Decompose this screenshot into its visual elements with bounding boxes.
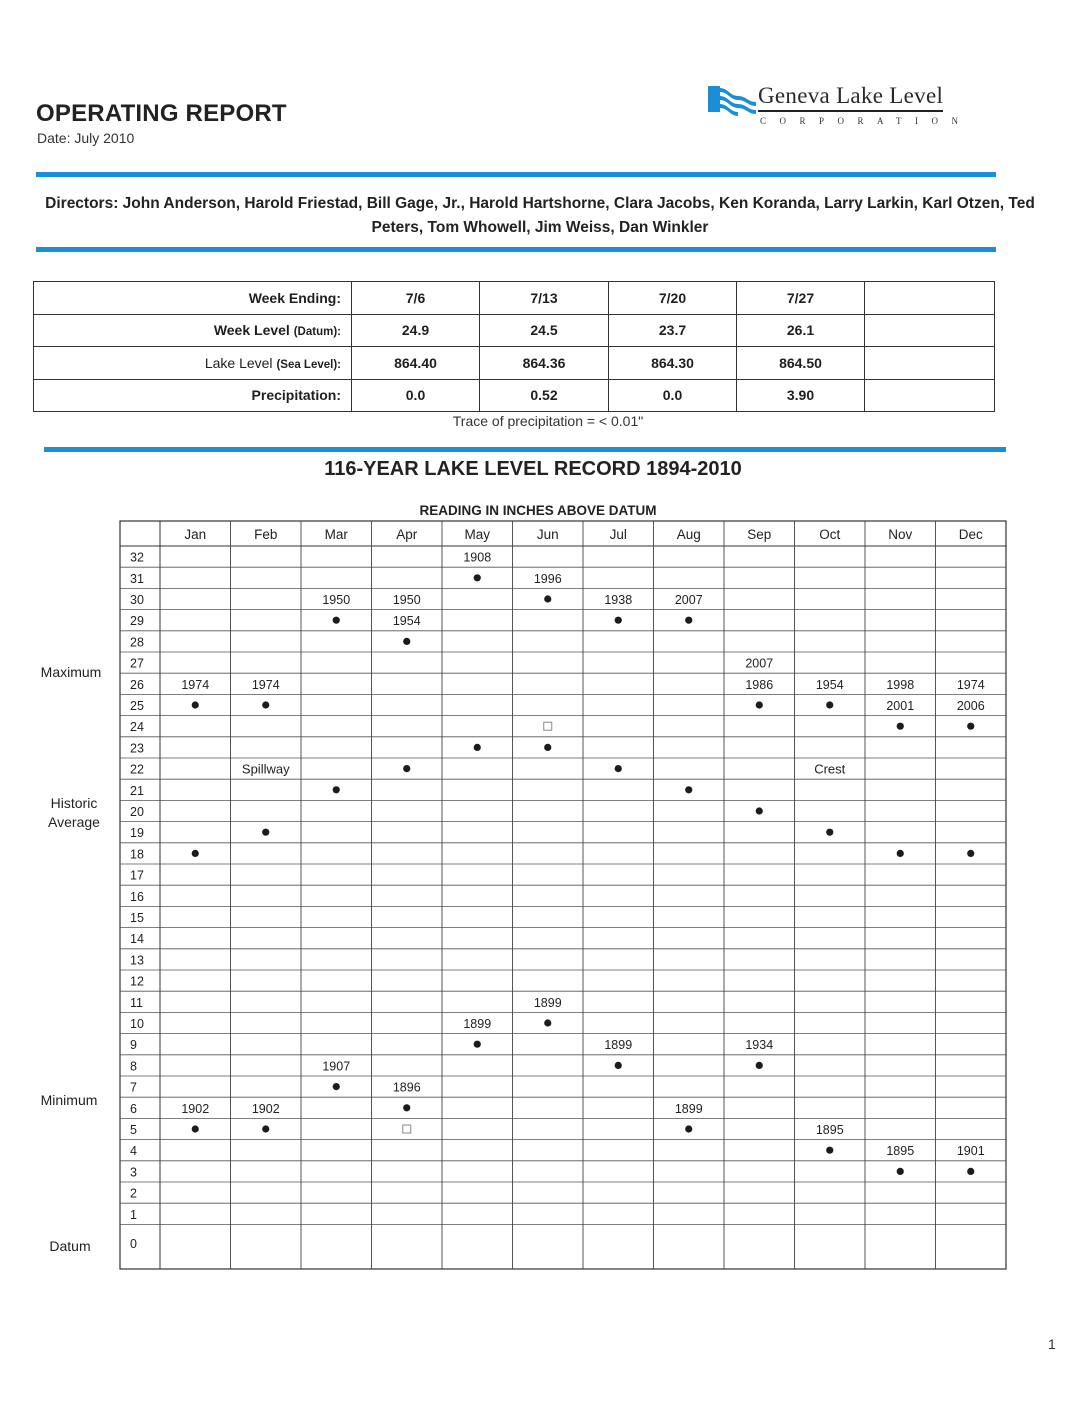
record-dot <box>192 701 199 708</box>
record-year-label: 1902 <box>251 1101 280 1116</box>
record-year-label: 1974 <box>251 677 280 692</box>
record-year-label: 1907 <box>322 1059 351 1074</box>
record-dot <box>403 638 410 645</box>
month-header: Aug <box>676 527 701 542</box>
page-number: 1 <box>1048 1336 1056 1352</box>
record-year-label: 1899 <box>604 1038 633 1053</box>
record-dot <box>192 1125 199 1132</box>
maximum-label: Maximum <box>40 664 102 680</box>
record-dot <box>967 1168 974 1175</box>
datum-label: Datum <box>49 1238 91 1254</box>
record-dot <box>544 744 551 751</box>
month-header: Mar <box>324 527 348 542</box>
record-dot <box>262 1125 269 1132</box>
record-dot <box>756 807 763 814</box>
level-label: 31 <box>130 571 144 586</box>
record-dot <box>403 1104 410 1111</box>
record-year-label: 1974 <box>956 677 985 692</box>
report-date: Date: July 2010 <box>37 130 135 146</box>
level-label: 30 <box>130 593 144 607</box>
level-label: 10 <box>130 1017 144 1031</box>
level-label: 26 <box>130 677 144 692</box>
record-dot <box>685 617 692 624</box>
record-year-label: 2006 <box>956 699 985 713</box>
level-label: 32 <box>130 550 144 565</box>
record-annotation: Crest <box>814 761 846 777</box>
record-dot <box>967 723 974 730</box>
week-ending-label: Week Ending: <box>34 282 352 315</box>
level-label: 5 <box>130 1123 137 1137</box>
record-year-label: 1896 <box>392 1080 421 1095</box>
level-label: 9 <box>130 1038 137 1053</box>
month-header: Jul <box>609 527 627 542</box>
record-year-label: 1901 <box>956 1144 985 1159</box>
lake-level-label-unit: (Sea Level): <box>276 358 341 371</box>
record-dot <box>826 829 833 836</box>
record-dot <box>897 723 904 730</box>
level-label: 11 <box>130 995 143 1010</box>
level-label: 7 <box>130 1080 137 1095</box>
record-title: 116-YEAR LAKE LEVEL RECORD 1894-2010 <box>324 458 742 480</box>
record-dot <box>897 1168 904 1175</box>
lake-level-cell: 864.36 <box>480 347 609 380</box>
week-ending-cell: 7/20 <box>609 282 737 315</box>
precipitation-cell: 0.52 <box>480 379 609 412</box>
week-ending-cell: 7/6 <box>352 282 480 315</box>
record-dot <box>685 1125 692 1132</box>
week-level-cell: 24.9 <box>352 314 480 347</box>
record-dot <box>474 744 481 751</box>
month-header: May <box>464 527 491 542</box>
record-year-label: 1974 <box>181 677 210 692</box>
record-dot <box>967 850 974 857</box>
record-dot <box>192 850 199 857</box>
level-label: 13 <box>130 953 144 968</box>
record-dot <box>544 595 551 602</box>
lake-level-cell: 864.50 <box>737 347 865 380</box>
record-year-label: 1950 <box>392 593 421 607</box>
record-dot <box>474 1041 481 1048</box>
month-header: Dec <box>958 527 983 542</box>
week-level-cell: 26.1 <box>737 314 865 347</box>
month-header: Oct <box>819 527 841 542</box>
level-label: 3 <box>130 1165 137 1180</box>
month-header: Nov <box>888 527 913 542</box>
record-dot <box>615 1062 622 1069</box>
precipitation-label: Precipitation: <box>34 379 352 412</box>
week-level-label-unit: (Datum): <box>293 326 341 339</box>
level-label: 28 <box>130 635 144 650</box>
level-label: 18 <box>130 847 144 862</box>
week-level-label-text: Week Level <box>213 322 290 339</box>
month-header: Jan <box>184 527 207 542</box>
week-level-cell: 24.5 <box>480 314 609 347</box>
record-dot <box>826 1147 833 1154</box>
reading-square <box>544 722 552 730</box>
record-dot <box>615 617 622 624</box>
week-level-cell: 23.7 <box>609 314 737 347</box>
week-ending-cell: 7/27 <box>737 282 865 315</box>
level-label: 0 <box>130 1237 137 1251</box>
level-label: 17 <box>130 868 144 883</box>
record-dot <box>333 617 340 624</box>
logo-brand-text: Geneva Lake Level <box>758 83 943 112</box>
record-year-label: 1899 <box>674 1101 703 1116</box>
level-label: 24 <box>130 720 144 735</box>
record-year-label: 1934 <box>745 1038 774 1053</box>
level-label: 23 <box>130 741 144 756</box>
directors-list: Directors: John Anderson, Harold Friestad, Bill Gage, Jr., Harold Hartshorne, Clara Jacobs, Ken Koranda, Larry Larkin, Karl Otzen, Ted Peters, Tom Whowell, Jim Weiss, Dan Winkler <box>45 195 1035 236</box>
record-year-label: 1902 <box>181 1101 210 1116</box>
level-label: 2 <box>130 1186 137 1201</box>
level-label: 19 <box>130 826 144 841</box>
record-dot <box>474 574 481 581</box>
record-year-label: 1996 <box>533 571 562 586</box>
record-year-label: 1986 <box>745 677 774 692</box>
record-year-label: 1895 <box>815 1123 844 1137</box>
month-header: Jun <box>536 527 559 542</box>
precipitation-cell: 3.90 <box>737 379 865 412</box>
record-year-label: 1908 <box>463 550 492 565</box>
level-label: 22 <box>130 762 144 777</box>
lake-level-cell: 864.40 <box>352 347 480 380</box>
record-dot <box>544 1019 551 1026</box>
record-dot <box>826 701 833 708</box>
level-label: 27 <box>130 656 144 671</box>
record-year-label: 1998 <box>886 677 915 692</box>
record-year-label: 1954 <box>815 677 844 692</box>
record-dot <box>897 850 904 857</box>
logo-sub-text: CORPORATION <box>760 116 972 126</box>
level-label: 29 <box>130 614 144 629</box>
level-label: 12 <box>130 974 144 989</box>
record-dot <box>756 1062 763 1069</box>
level-label: 16 <box>130 889 144 904</box>
level-label: 8 <box>130 1059 137 1074</box>
record-dot <box>262 701 269 708</box>
record-year-label: 2001 <box>886 699 915 713</box>
month-header: Apr <box>396 527 418 542</box>
week-ending-cell: 7/13 <box>480 282 609 315</box>
level-label: 21 <box>130 783 144 798</box>
record-dot <box>262 829 269 836</box>
level-label: 25 <box>130 699 144 713</box>
record-year-label: 1899 <box>533 995 562 1010</box>
record-year-label: 1950 <box>322 593 351 607</box>
record-year-label: 1895 <box>886 1144 915 1159</box>
lake-level-cell: 864.30 <box>609 347 737 380</box>
level-label: 1 <box>130 1207 137 1222</box>
record-dot <box>685 786 692 793</box>
level-label: 4 <box>130 1144 137 1159</box>
record-year-label: 2007 <box>674 593 703 607</box>
average-label: Average <box>48 814 100 830</box>
trace-note: Trace of precipitation = < 0.01" <box>452 413 644 429</box>
level-label: 20 <box>130 805 144 819</box>
month-header: Feb <box>254 527 278 542</box>
reading-square <box>403 1125 411 1133</box>
record-dot <box>333 1083 340 1090</box>
record-year-label: 1954 <box>392 614 421 629</box>
precipitation-cell: 0.0 <box>352 379 480 412</box>
precipitation-cell: 0.0 <box>609 379 737 412</box>
record-caption: READING IN INCHES ABOVE DATUM <box>419 503 657 518</box>
month-header: Sep <box>747 527 772 542</box>
record-dot <box>333 786 340 793</box>
minimum-label: Minimum <box>40 1092 98 1108</box>
level-label: 14 <box>130 932 144 947</box>
grid-frame <box>120 521 1006 1269</box>
record-year-label: 2007 <box>745 656 774 671</box>
record-year-label: 1899 <box>463 1017 492 1031</box>
record-dot <box>615 765 622 772</box>
record-annotation: Spillway <box>241 761 290 777</box>
record-dot <box>756 701 763 708</box>
level-label: 6 <box>130 1101 137 1116</box>
lake-level-label-text: Lake Level <box>204 354 273 371</box>
record-dot <box>403 765 410 772</box>
level-label: 15 <box>130 911 144 925</box>
page-title: OPERATING REPORT <box>36 100 287 127</box>
historic-label: Historic <box>50 795 98 811</box>
record-year-label: 1938 <box>604 593 633 607</box>
